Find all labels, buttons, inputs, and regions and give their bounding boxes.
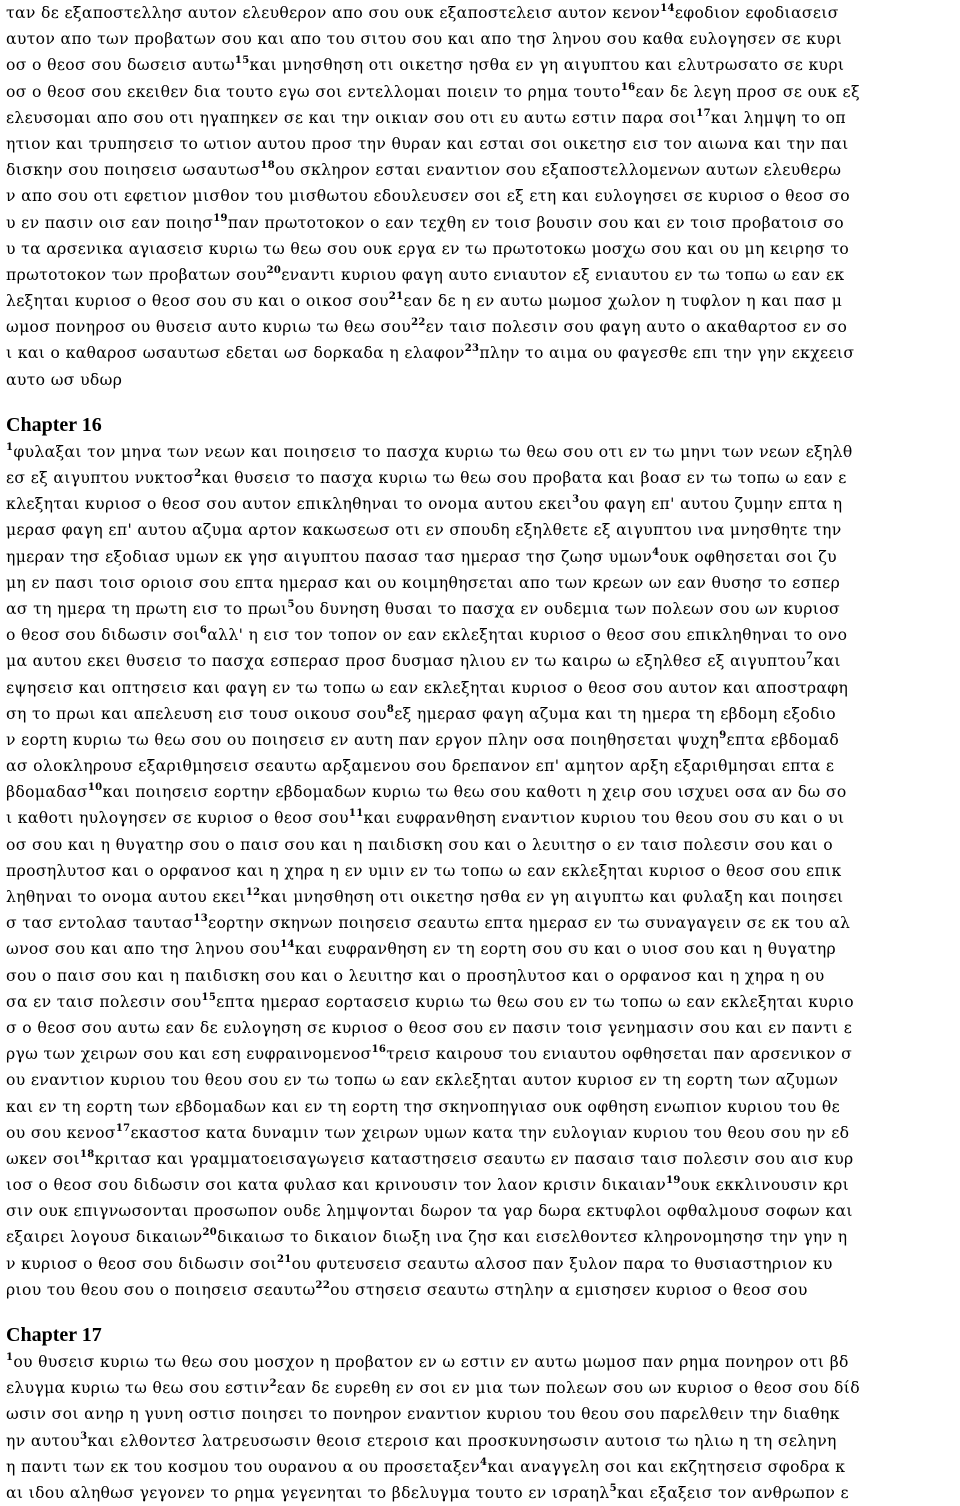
text-line <box>6 1094 956 1120</box>
text-line <box>6 465 956 491</box>
verse-number: 22 <box>411 317 426 329</box>
text-line <box>6 1428 956 1454</box>
verse-text: τρεισ καιρουσ του ενιαυτου οφθησεται παν αρσενικον σ <box>386 1045 853 1064</box>
verse-text: δισκην σου ποιησεισ ωσαυτωσ <box>6 161 261 180</box>
text-line <box>6 1015 956 1041</box>
text-line <box>6 1375 956 1401</box>
verse-text: και μνησθηση οτι οικετησ ησθα εν γη αιγυπτου και ελυτρωσατο σε κυρι <box>249 56 845 75</box>
verse-text: μη εν πασι τοισ οριοισ σου επτα ημερασ και ου κοιμηθησεται απο των κρεων ων εαν θυσησ το εσπερ <box>6 573 841 592</box>
text-line <box>6 210 956 236</box>
verse-text: και <box>813 652 841 671</box>
text-line <box>6 52 956 78</box>
verse-number: 3 <box>572 494 580 506</box>
verse-text: εξ ημερασ φαγη αζυμα και τη ημερα τη εβδομη εξοδιο <box>394 704 836 723</box>
verse-text: εαν δε η εν αυτω μωμοσ χωλον η τυφλον η και πασ μ <box>403 292 843 311</box>
text-line <box>6 622 956 648</box>
text-line <box>6 0 956 26</box>
verse-text: ασ ολοκληρουσ εξαριθμησεισ σεαυτω αρξαμενου σου δρεπανον επ' αμητον αρξη εξαριθμησαι επτα ε <box>6 757 835 776</box>
text-line <box>6 1067 956 1093</box>
verse-number: 20 <box>202 1227 218 1239</box>
verse-text: εκαστοσ κατα δυναμιν των χειρων υμων κατα την ευλογιαν κυριου του θεου σου ην εδ <box>130 1123 850 1142</box>
verse-number: 11 <box>348 808 364 820</box>
verse-text: ην αυτου <box>6 1431 81 1450</box>
text-line <box>6 963 956 989</box>
verse-text: ουκ οφθησεται σοι ζυ <box>659 547 837 566</box>
text-line <box>6 183 956 209</box>
verse-text: ου φυτευσεισ σεαυτω αλσοσ παν ξυλον παρα το θυσιαστηριον κυ <box>291 1254 833 1273</box>
verse-text: σ τασ εντολασ ταυτασ <box>6 914 194 933</box>
verse-text: πρωτοτοκον των προβατων σου <box>6 265 267 284</box>
verse-text: επτα ημερασ εορτασεισ κυριω τω θεω σου εν τω τοπω ω εαν εκλεξηται κυριο <box>216 992 854 1011</box>
verse-text: σου ο παισ σου και η παιδισκη σου και ο λευιτησ και ο προσηλυτοσ και ο ορφανοσ και η χηρα η ου <box>6 966 825 985</box>
verse-number: 5 <box>609 1482 617 1494</box>
verse-text: ωνοσ σου και απο τησ ληνου σου <box>6 940 281 959</box>
verse-text: υ εν πασιν οισ εαν ποιησ <box>6 213 214 232</box>
verse-text: ου εναντιον κυριου του θεου σου εν τω τοπω ω εαν εκλεξηται αυτον κυριοσ εν τη εορτη των αζυμων <box>6 1071 839 1090</box>
verse-text: ωσιν σοι ανηρ η γυνη οστισ ποιησει το πονηρον εναντιον κυριου του θεου σου παρελθειν την διαθηκ <box>6 1405 840 1424</box>
verse-text: ργω των χειρων σου και εση ευφραινομενοσ <box>6 1045 372 1064</box>
verse-text: ιοσ ο θεοσ σου διδωσιν σοι κατα φυλασ και κρινουσιν τον λαον κρισιν δικαιαν <box>6 1176 667 1195</box>
verse-text: παν πρωτοτοκον ο εαν τεχθη εν τοισ βουσιν σου και εν τοισ προβατοισ σο <box>227 213 845 232</box>
verse-number: 23 <box>464 343 480 355</box>
text-line <box>6 1120 956 1146</box>
verse-text: η παντι των εκ του κοσμου του ουρανου α ου προσεταξεν <box>6 1457 481 1476</box>
verse-number: 19 <box>213 212 228 224</box>
text-line <box>6 157 956 183</box>
verse-number: 5 <box>287 598 295 610</box>
verse-text: ου θυσεισ κυριω τω θεω σου μοσχον η προβατον εν ω εστιν εν αυτω μωμοσ παν ρημα πονηρον οτι βδ <box>13 1353 849 1371</box>
text-line <box>6 1172 956 1198</box>
verse-text: εσ εξ αιγυπτου νυκτοσ <box>6 469 195 487</box>
verse-text: επτα εβδομαδ <box>726 730 840 749</box>
text-line <box>6 367 956 393</box>
verse-number: 21 <box>277 1253 292 1265</box>
text-line <box>6 1251 956 1277</box>
verse-number: 18 <box>260 160 276 172</box>
verse-number: 2 <box>194 468 202 479</box>
verse-number: 22 <box>315 1279 331 1291</box>
verse-text: εαν δε ευρεθη εν σοι εν μια των πολεων σου ων κυριοσ ο θεοσ σου δίδ <box>276 1379 860 1398</box>
text-line <box>6 648 956 674</box>
verse-number: 3 <box>80 1430 88 1442</box>
verse-text: και μνησθηση οτι οικετησ ησθα εν γη αιγυπτω και φυλαξη και ποιησει <box>260 888 844 906</box>
verse-number: 6 <box>199 625 208 637</box>
text-line <box>6 1277 956 1303</box>
verse-text: ου δυνηση θυσαι το πασχα εν ουδεμια των πολεων σου ων κυριοσ <box>294 599 840 618</box>
text-line <box>6 1401 956 1427</box>
verse-number: 12 <box>245 887 261 898</box>
text-line <box>6 1198 956 1224</box>
text-line <box>6 884 956 910</box>
text-line <box>6 675 956 701</box>
text-line <box>6 779 956 805</box>
verse-text: και εν τη εορτη των εβδομαδων και εν τη εορτη τησ σκηνοπηγιασ ουκ οφθηση ενωπιον κυριου του θε <box>6 1097 841 1116</box>
verse-text: κλεξηται κυριοσ ο θεοσ σου αυτον επικληθηναι το ονομα αυτου εκει <box>6 495 573 514</box>
verse-text: ελυγμα κυριω τω θεω σου εστιν <box>6 1379 270 1398</box>
verse-text: ου στησεισ σεαυτω στηλην α εμισησεν κυριοσ ο θεοσ σου <box>330 1280 808 1299</box>
chapter-heading: Chapter 16 <box>6 413 102 436</box>
verse-text: βδομαδασ <box>6 783 88 802</box>
text-line <box>6 236 956 262</box>
verse-text: ριου του θεου σου ο ποιησεισ σεαυτω <box>6 1280 316 1299</box>
verse-text: σιν ουκ επιγνωσονται προσωπον ουδε λημψονται δωρον τα γαρ δωρα εκτυφλοι οφθαλμουσ σοφων και <box>6 1202 853 1221</box>
verse-text: ου σκληρον εσται εναντιον σου εξαποστελλομενων αυτων ελευθερω <box>275 161 842 180</box>
text-line <box>6 1480 956 1506</box>
text-line <box>6 79 956 105</box>
verse-text: οσ σου και η θυγατηρ σου ο παισ σου και η παιδισκη σου και ο λευιτησ ο εν ταισ πολεσιν σου και ο <box>6 835 834 854</box>
verse-text: ημεραν τησ εξοδιασ υμων εκ γησ αιγυπτου πασασ τασ ημερασ τησ ζωησ υμων <box>6 547 653 566</box>
text-line <box>6 1041 956 1067</box>
text-line <box>6 288 956 314</box>
verse-text: ητιον και τρυπησεισ το ωτιον αυτου προσ την θυραν και εσται σοι οικετησ εισ τον αιωνα και την παι <box>6 134 849 153</box>
verse-text: ου σου κενοσ <box>6 1123 116 1142</box>
verse-text: και θυσεισ το πασχα κυριω τω θεω σου προβατα και βοασ εν τω τοπω ω εαν ε <box>201 469 847 487</box>
verse-text: ν κυριοσ ο θεοσ σου διδωσιν σοι <box>6 1254 278 1273</box>
verse-text: και αναγγελη σοι και εκζητησεισ σφοδρα κ <box>487 1457 846 1476</box>
verse-number: 20 <box>266 264 282 276</box>
verse-text: εναντι κυριου φαγη αυτο ενιαυτον εξ ενιαυτου εν τω τοπω ω εαν εκ <box>281 265 845 284</box>
text-line <box>6 727 956 753</box>
chapter-heading: Chapter 17 <box>6 1324 102 1346</box>
text-line <box>6 858 956 884</box>
verse-number: 15 <box>234 55 250 67</box>
verse-text: μα αυτου εκει θυσεισ το πασχα εσπερασ προσ δυσμασ ηλιου εν τω καιρω ω εξηλθεσ εξ αιγυπτου <box>6 652 807 671</box>
verse-number: 16 <box>620 81 636 93</box>
text-line <box>6 544 956 570</box>
verse-text: αι ιδου αληθωσ γεγονεν το ρημα γεγενηται το βδελυγμα τουτο εν ισραηλ <box>6 1483 610 1502</box>
text-line <box>6 439 956 465</box>
verse-number: 17 <box>115 1122 131 1134</box>
text-line <box>6 131 956 157</box>
text-line <box>6 1146 956 1172</box>
verse-number: 15 <box>201 991 217 1003</box>
text-line <box>6 989 956 1015</box>
text-line <box>6 753 956 779</box>
chapter-15-continuation <box>6 0 956 393</box>
verse-number: 7 <box>806 651 814 663</box>
text-line <box>6 26 956 52</box>
verse-number: 21 <box>388 291 404 303</box>
verse-number: 10 <box>87 782 103 794</box>
text-line <box>6 1349 956 1375</box>
verse-text: ο θεοσ σου διδωσιν σοι <box>6 626 200 645</box>
verse-text: αυτον απο των προβατων σου και απο του σιτου σου και απο τησ ληνου σου καθα ευλογησεν σε κυρι <box>6 30 843 49</box>
verse-number: 4 <box>652 546 660 558</box>
verse-text: ασ τη ημερα τη πρωτη εισ το πρωι <box>6 599 288 618</box>
verse-text: ση το πρωι και απελευση εισ τουσ οικουσ σου <box>6 704 387 723</box>
verse-text: ουκ εκκλινουσιν κρι <box>680 1176 850 1195</box>
verse-number: 14 <box>660 3 675 14</box>
verse-text: εν ταισ πολεσιν σου φαγη αυτο ο ακαθαρτοσ εν σο <box>425 318 848 337</box>
text-line <box>6 701 956 727</box>
verse-number: 9 <box>719 729 727 741</box>
verse-text: ν απο σου οτι εφετιον μισθον του μισθωτου εδουλευσεν σοι εξ ετη και ευλογησει σε κυριοσ ο θεοσ σο <box>6 187 851 206</box>
verse-text: και εξαξεισ τον ανθρωπον ε <box>616 1483 849 1502</box>
verse-number: 1 <box>6 1352 14 1363</box>
text-line <box>6 1454 956 1480</box>
verse-text: φυλαξαι τον μηνα των νεων και ποιησεισ το πασχα κυριω τω θεω σου οτι εν τω μηνι των νεων εξηλθ <box>13 442 853 461</box>
verse-text: ωμοσ πονηροσ ου θυσεισ αυτο κυριω τω θεω σου <box>6 318 412 337</box>
verse-text: ι καθοτι ηυλογησεν σε κυριοσ ο θεοσ σου <box>6 809 349 828</box>
text-line <box>6 262 956 288</box>
text-line <box>6 805 956 831</box>
text-line <box>6 936 956 962</box>
verse-text: ν εορτη κυριω τω θεω σου ου ποιησεισ εν αυτη παν εργον πλην οσα ποιηθησεται ψυχη <box>6 730 720 749</box>
verse-number: 16 <box>371 1044 387 1056</box>
text-line <box>6 570 956 596</box>
text-line <box>6 517 956 543</box>
verse-text: και λημψη το οπ <box>710 108 847 127</box>
verse-text: σα εν ταισ πολεσιν σου <box>6 992 202 1011</box>
verse-text: εξαιρει λογουσ δικαιων <box>6 1228 203 1247</box>
text-line <box>6 596 956 622</box>
verse-text: οσ ο θεοσ σου εκειθεν δια τουτο εγω σοι εντελλομαι ποιειν το ρημα τουτο <box>6 82 621 101</box>
verse-text: δικαιωσ το δικαιον διωξη ινα ζησ και εισελθοντεσ κληρονομησησ την γην η <box>217 1228 848 1247</box>
verse-text: σ ο θεοσ σου αυτω εαν δε ευλογηση σε κυριοσ ο θεοσ σου εν πασιν τοισ γενημασιν σου και εν παντι ε <box>6 1018 853 1037</box>
verse-number: 2 <box>269 1378 277 1390</box>
verse-text: ταν δε εξαποστελλησ αυτον ελευθερον απο σου ουκ εξαποστελεισ αυτον κενον <box>6 4 661 22</box>
verse-text: αλλ' η εισ τον τοπον ον εαν εκλεξηται κυριοσ ο θεοσ σου επικληθηναι το ονο <box>207 626 848 645</box>
verse-text: και ελθοντεσ λατρευσωσιν θεοισ ετεροισ και προσκυνησωσιν αυτοισ τω ηλιω η τη σεληνη <box>87 1431 837 1450</box>
verse-text: ωκεν σοι <box>6 1149 80 1168</box>
verse-text: λεξηται κυριοσ ο θεοσ σου συ και ο οικοσ σου <box>6 292 389 311</box>
verse-text: ου φαγη επ' αυτου ζυμην επτα η <box>579 495 843 514</box>
text-line <box>6 491 956 517</box>
verse-number: 17 <box>696 107 711 119</box>
verse-text: και ευφρανθηση εν τη εορτη σου συ και ο υιοσ σου και η θυγατηρ <box>294 940 837 959</box>
verse-text: εψησεισ και οπτησεισ και φαγη εν τω τοπω ω εαν εκλεξηται κυριοσ ο θεοσ σου αυτον και αποστραφη <box>6 678 849 697</box>
verse-text: εορτην σκηνων ποιησεισ σεαυτω επτα ημερασ εν τω συναγαγειν σε εκ του αλ <box>208 914 851 933</box>
verse-number: 4 <box>480 1456 488 1468</box>
verse-text: οσ ο θεοσ σου δωσεισ αυτω <box>6 56 235 75</box>
verse-text: ι και ο καθαροσ ωσαυτωσ εδεται ωσ δορκαδα η ελαφον <box>6 344 465 363</box>
verse-text: προσηλυτοσ και ο ορφανοσ και η χηρα η εν υμιν εν τω τοπω ω εαν εκλεξηται κυριοσ ο θεοσ σου επικ <box>6 861 842 880</box>
verse-text: και ευφρανθηση εναντιον κυριου του θεου σου συ και ο υι <box>363 809 845 828</box>
verse-text: υ τα αρσενικα αγιασεισ κυριω τω θεω σου ουκ εργα εν τω πρωτοτοκω μοσχω σου και ου μη κειρησ το <box>6 239 850 258</box>
verse-text: εαν δε λεγη προσ σε ουκ εξ <box>635 82 860 101</box>
verse-text: ελευσομαι απο σου οτι ηγαπηκεν σε και την οικιαν σου οτι ευ αυτω εστιν παρα σοι <box>6 108 697 127</box>
verse-text: μερασ φαγη επ' αυτου αζυμα αρτον κακωσεωσ οτι εν σπουδη εξηλθετε εξ αιγυπτου ινα μνησθητε την <box>6 521 842 540</box>
verse-number: 19 <box>666 1175 681 1187</box>
verse-number: 1 <box>6 441 14 453</box>
verse-number: 13 <box>193 913 209 925</box>
verse-number: 8 <box>386 703 395 715</box>
text-line <box>6 910 956 936</box>
text-line <box>6 105 956 131</box>
verse-number: 18 <box>79 1148 95 1160</box>
text-line <box>6 340 956 366</box>
chapter-section <box>6 411 956 1303</box>
chapter-section <box>6 1321 956 1506</box>
verse-text: αυτο ωσ υδωρ <box>6 370 123 389</box>
verse-text: κριτασ και γραμματοεισαγωγεισ καταστησεισ σεαυτω εν πασαισ ταισ πολεσιν σου αισ κυρ <box>94 1149 854 1168</box>
text-line <box>6 832 956 858</box>
text-line <box>6 1224 956 1250</box>
verse-text: ληθηναι το ονομα αυτου εκει <box>6 888 246 906</box>
text-line <box>6 314 956 340</box>
verse-number: 14 <box>280 939 295 951</box>
verse-text: πλην το αιμα ου φαγεσθε επι την γην εκχεεισ <box>479 344 855 363</box>
verse-text: εφοδιον εφοδιασεισ <box>674 4 839 22</box>
verse-text: και ποιησεισ εορτην εβδομαδων κυριω τω θεω σου καθοτι η χειρ σου ισχυει οσα αν δω σο <box>102 783 847 802</box>
